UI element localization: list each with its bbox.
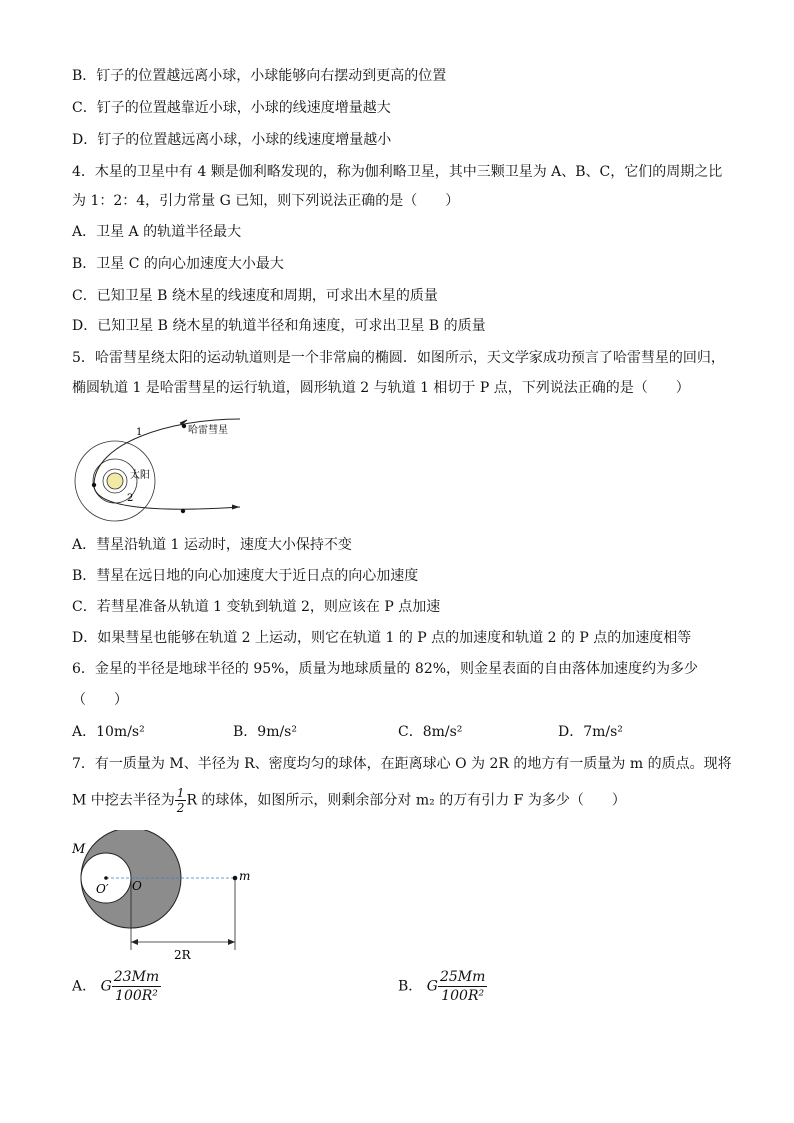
q5-stem-line1: 5．哈雷彗星绕太阳的运动轨道则是一个非常扁的椭圆．如图所示，天文学家成功预言了哈雷彗星的回归， — [72, 350, 725, 366]
q7-option-b: B． G $\frac{25Mm}{\text{100R²}}$ — [398, 969, 486, 1004]
label-orbit-2: 2 — [127, 493, 134, 504]
orbit-point-dot — [181, 509, 185, 513]
label-sun: 太阳 — [130, 470, 150, 481]
orbit-arrow-bottom — [232, 505, 238, 509]
q3-option-c: C．钉子的位置越靠近小球，小球的线速度增量越大 — [72, 100, 391, 116]
q5-stem-line2: 椭圆轨道 1 是哈雷彗星的运行轨道，圆形轨道 2 与轨道 1 相切于 P 点，下列说法正确的是（ ） — [72, 380, 690, 396]
q4-option-c: C．已知卫星 B 绕木星的线速度和周期，可求出木星的质量 — [72, 288, 438, 304]
point-p-dot — [92, 483, 96, 487]
q7-stem-line2-part-b: R 的球体，如图所示，则剩余部分对 m₂ 的万有引力 F 为多少（ ） — [186, 792, 626, 809]
halley-orbit-figure — [70, 415, 250, 525]
q4-stem-line2: 为 1：2：4，引力常量 G 已知，则下列说法正确的是（ ） — [72, 193, 460, 209]
mass-m-dot — [233, 876, 238, 881]
dimension-arrow-left — [131, 939, 138, 945]
dimension-arrow-right — [228, 939, 235, 945]
q6-option-b: B．9m/s² — [233, 724, 297, 740]
q4-option-b: B．卫星 C 的向心加速度大小最大 — [72, 256, 284, 272]
q6-option-c: C．8m/s² — [398, 724, 463, 740]
label-o: O — [132, 879, 142, 893]
q5-option-d: D．如果彗星也能够在轨道 2 上运动，则它在轨道 1 的 P 点的加速度和轨道 2 的 P 点的加速度相等 — [72, 630, 692, 646]
q7-option-b-fraction: $\frac{25Mm}{\text{100R²}}$ — [439, 969, 486, 1004]
q7-stem-line1: 7．有一质量为 M、半径为 R、密度均匀的球体，在距离球心 O 为 2R 的地方有一质量为 m 的质点。现将 — [72, 756, 732, 772]
q5-option-a: A．彗星沿轨道 1 运动时，速度大小保持不变 — [72, 537, 352, 553]
q6-option-a: A．10m/s² — [72, 724, 145, 740]
q7-stem-line2 — [72, 786, 626, 815]
q7-option-a: A． G $\frac{23Mm}{\text{100R²}}$ — [72, 969, 160, 1004]
q7-option-a-fraction: $\frac{23Mm}{\text{100R²}}$ — [113, 969, 160, 1004]
q6-stem-line1: 6．金星的半径是地球半径的 95%，质量为地球质量的 82%，则金星表面的自由落体加速度约为多少 — [72, 661, 699, 677]
q4-option-d: D．已知卫星 B 绕木星的轨道半径和角速度，可求出卫星 B 的质量 — [72, 318, 486, 334]
q3-option-d: D．钉子的位置越远离小球，小球的线速度增量越小 — [72, 132, 392, 148]
center-o-prime-dot — [104, 876, 108, 880]
label-m-sphere: M — [72, 842, 86, 857]
sun-icon — [107, 473, 123, 489]
q7-stem-line2-part-a: M 中挖去半径为 — [72, 792, 175, 809]
label-o-prime: O′ — [96, 882, 109, 896]
label-m-point: m — [239, 869, 251, 883]
halley-comet-dot — [182, 424, 186, 428]
q4-stem-line1: 4．木星的卫星中有 4 颗是伽利略发现的，称为伽利略卫星，其中三颗卫星为 A、B、C，它们的周期之比 — [72, 164, 723, 180]
hollow-sphere-figure — [70, 830, 260, 965]
q5-option-b: B．彗星在远日地的向心加速度大于近日点的向心加速度 — [72, 568, 419, 584]
q3-option-b: B．钉子的位置越远离小球，小球能够向右摆动到更高的位置 — [72, 68, 447, 84]
half-fraction: $\frac{1}{2}$ — [176, 786, 185, 815]
q4-option-a: A．卫星 A 的轨道半径最大 — [72, 224, 242, 240]
q5-option-c: C．若彗星准备从轨道 1 变轨到轨道 2，则应该在 P 点加速 — [72, 599, 441, 615]
label-halley-comet: 哈雷彗星 — [188, 425, 228, 436]
label-orbit-1: 1 — [136, 427, 143, 438]
q6-option-d: D．7m/s² — [558, 724, 623, 740]
label-2r: 2R — [174, 948, 191, 962]
q6-stem-line2: （ ） — [72, 692, 128, 708]
